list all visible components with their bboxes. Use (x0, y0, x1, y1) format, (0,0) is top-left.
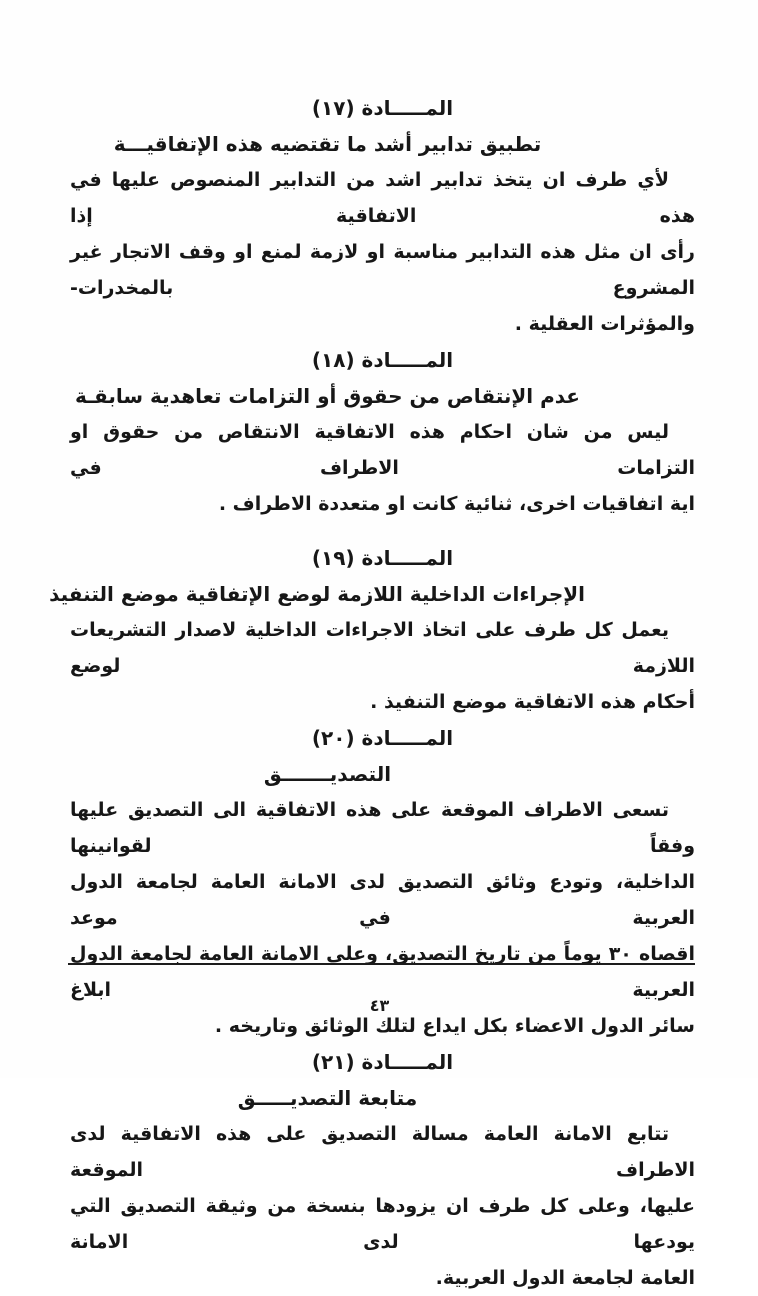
article-17-section (70, 90, 695, 342)
article-21-line: تتابع الامانة العامة مسالة التصديق على هذه الاتفاقية لدى الاطراف الموقعة (70, 1123, 695, 1181)
article-20-line: تسعى الاطراف الموقعة على هذه الاتفاقية الى التصديق عليها وفقاً لقوانينها (70, 799, 695, 857)
article-18-heading: عدم الإنتقاص من حقوق أو التزامات تعاهدية سابقـة (75, 384, 580, 408)
article-18-section (70, 342, 695, 522)
article-20-heading: التصديـــــــق (263, 762, 392, 786)
article-21-title: المـــــادة (٢١) (311, 1050, 454, 1074)
article-20-line: سائر الدول الاعضاء بكل ايداع لتلك الوثائق وتاريخه . (214, 1015, 695, 1037)
article-17-heading: تطبيق تدابير أشد ما تقتضيه هذه الإتفاقيـــة (113, 132, 542, 156)
article-17-line: والمؤثرات العقلية . (514, 313, 695, 335)
article-19-line: يعمل كل طرف على اتخاذ الاجراءات الداخلية لاصدار التشريعات اللازمة لوضع (70, 619, 695, 677)
article-17-title: المـــــادة (١٧) (311, 96, 454, 120)
article-20-line: الداخلية، وتودع وثائق التصديق لدى الامانة العامة لجامعة الدول العربية في موعد (70, 871, 695, 929)
article-17-line: لأي طرف ان يتخذ تدابير اشد من التدابير المنصوص عليها في هذه الاتفاقية إذا (70, 169, 695, 227)
page-number: ٤٣ (369, 996, 390, 1015)
article-20-line: اقصاه ٣٠ يوماً من تاريخ التصديق، وعلى الامانة العامة لجامعة الدول العربية ابلاغ (70, 943, 695, 1001)
article-19-line: أحكام هذه الاتفاقية موضع التنفيذ . (370, 691, 695, 713)
article-18-title: المـــــادة (١٨) (311, 348, 454, 372)
article-20-title: المـــــادة (٢٠) (311, 726, 454, 750)
article-21-section (70, 1044, 695, 1296)
article-19-title: المـــــادة (١٩) (311, 546, 454, 570)
article-21-line: العامة لجامعة الدول العربية. (435, 1267, 695, 1289)
page-content (49, 0, 695, 1296)
article-17-line: رأى ان مثل هذه التدابير مناسبة او لازمة لمنع او وقف الاتجار غير المشروع بالمخدرات- (70, 241, 695, 299)
article-18-line: ليس من شان احكام هذه الاتفاقية الانتقاص من حقوق او التزامات الاطراف في (70, 421, 695, 479)
footer-rule (68, 963, 695, 965)
article-19-heading: الإجراءات الداخلية اللازمة لوضع الإتفاقية موضع التنفيذ (49, 582, 585, 606)
article-21-line: عليها، وعلى كل طرف ان يزودها بنسخة من وثيقة التصديق التي يودعها لدى الامانة (70, 1195, 695, 1253)
article-21-heading: متابعة التصديـــــق (237, 1086, 418, 1110)
article-18-line: اية اتفاقيات اخرى، ثنائية كانت او متعددة الاطراف . (218, 493, 695, 515)
article-19-section (49, 540, 695, 720)
